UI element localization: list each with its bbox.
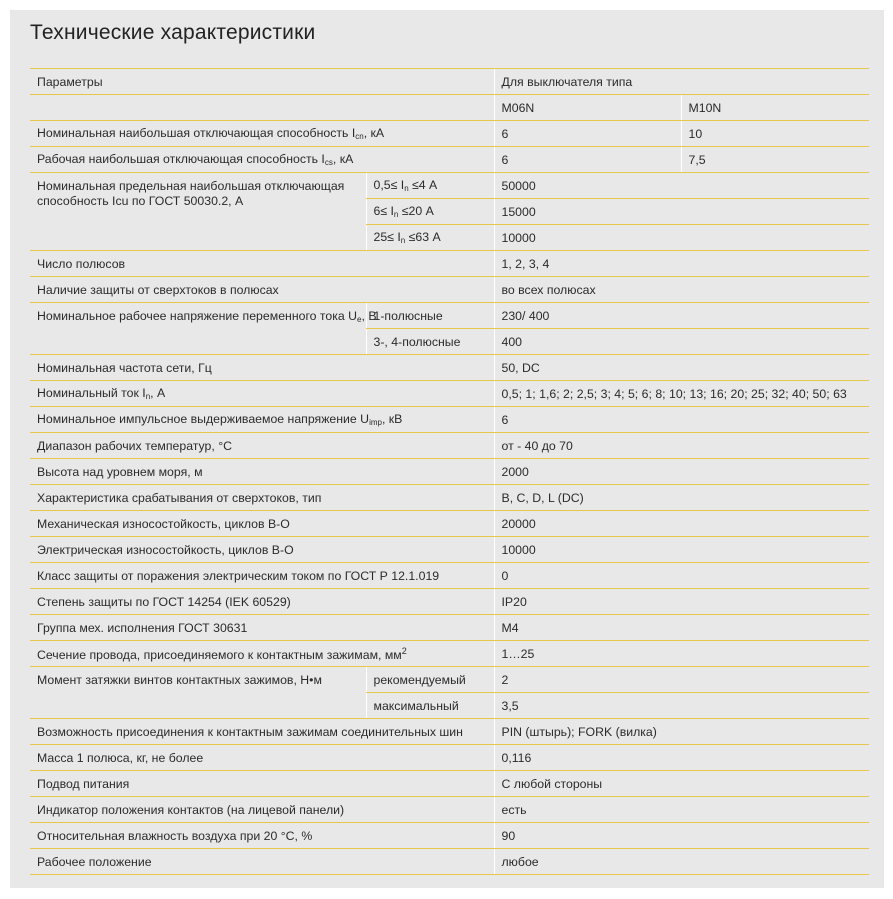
row-label: Механическая износостойкость, циклов В-О [30,511,494,537]
table-row [30,771,869,797]
row-label: Номинальный ток $I_n$, А [30,381,494,407]
table-row [30,147,869,173]
empty-cell [30,95,494,121]
table-row [30,355,869,381]
row-value: 0,116 [494,745,869,771]
row-label: Подвод питания [30,771,494,797]
row-value: 10 [681,121,869,147]
table-row [30,823,869,849]
table-row [30,745,869,771]
table-row [30,589,869,615]
row-value: 50, DC [494,355,869,381]
model-b-header: M10N [681,95,869,121]
table-row [30,303,869,329]
row-condition: 3-, 4-полюсные [366,329,494,355]
spec-card [10,10,884,888]
row-label: Рабочее положение [30,849,494,875]
table-row [30,641,869,667]
row-value: 7,5 [681,147,869,173]
row-value: во всех полюсах [494,277,869,303]
row-label: Электрическая износостойкость, циклов В-О [30,537,494,563]
table-row [30,173,869,199]
table-row [30,277,869,303]
row-label: Диапазон рабочих температур, °C [30,433,494,459]
row-value: 20000 [494,511,869,537]
table-row [30,511,869,537]
row-value: 6 [494,121,681,147]
row-condition: $25\le I_n \le 63$ А [366,225,494,251]
table-row [30,667,869,693]
row-value: 0 [494,563,869,589]
table-row [30,537,869,563]
row-label: Высота над уровнем моря, м [30,459,494,485]
table-row [30,381,869,407]
row-label: Возможность присоединения к контактным зажимам соединительных шин [30,719,494,745]
row-label: Группа мех. исполнения ГОСТ 30631 [30,615,494,641]
row-condition: $0,5\le I_n \le 4$ А [366,173,494,199]
row-condition: рекомендуемый [366,667,494,693]
row-value: от - 40 до 70 [494,433,869,459]
row-label: Момент затяжки винтов контактных зажимов, Н•м [30,667,366,719]
table-row [30,849,869,875]
row-label: Номинальное импульсное выдерживаемое напряжение $U_{imp}$, кВ [30,407,494,433]
table-row [30,719,869,745]
row-value: 6 [494,407,869,433]
page-title: Технические характеристики [30,21,316,44]
table-row [30,69,869,95]
row-label: Номинальная наибольшая отключающая способность $I_{cn}$, кА [30,121,494,147]
table-row [30,797,869,823]
table-row [30,251,869,277]
row-value: PIN (штырь); FORK (вилка) [494,719,869,745]
table-row [30,121,869,147]
row-label: Наличие защиты от сверхтоков в полюсах [30,277,494,303]
row-value: 6 [494,147,681,173]
row-label: Сечение провода, присоединяемого к контактным зажимам, $мм^2$ [30,641,494,667]
table-row [30,459,869,485]
row-value: IP20 [494,589,869,615]
table-row [30,95,869,121]
row-value: есть [494,797,869,823]
row-condition: $6\le I_n \le 20$ А [366,199,494,225]
table-row [30,433,869,459]
row-value: 90 [494,823,869,849]
table-row [30,407,869,433]
row-value: 50000 [494,173,869,199]
row-label: Степень защиты по ГОСТ 14254 (IEK 60529) [30,589,494,615]
row-label: Характеристика срабатывания от сверхтоков, тип [30,485,494,511]
row-label: Номинальная предельная наибольшая отключающая способность Icu по ГОСТ 50030.2, А [30,173,366,251]
row-condition: максимальный [366,693,494,719]
row-label: Номинальное рабочее напряжение переменного тока $U_e$, В [30,303,366,355]
row-label: Рабочая наибольшая отключающая способность $I_{cs}$, кА [30,147,494,173]
row-label: Число полюсов [30,251,494,277]
row-value: 2 [494,667,869,693]
switch-type-header: Для выключателя типа [494,69,869,95]
row-value: любое [494,849,869,875]
row-label: Относительная влажность воздуха при 20 °С, % [30,823,494,849]
params-header: Параметры [30,69,494,95]
row-value: 3,5 [494,693,869,719]
row-value: 1…25 [494,641,869,667]
table-row [30,615,869,641]
spec-table [30,68,869,875]
row-value: 15000 [494,199,869,225]
row-value: 10000 [494,537,869,563]
row-value: С любой стороны [494,771,869,797]
row-condition: 1-полюсные [366,303,494,329]
table-row [30,563,869,589]
row-value: 2000 [494,459,869,485]
row-label: Класс защиты от поражения электрическим током по ГОСТ Р 12.1.019 [30,563,494,589]
table-row [30,485,869,511]
row-value: 0,5; 1; 1,6; 2; 2,5; 3; 4; 5; 6; 8; 10; 13; 16; 20; 25; 32; 40; 50; 63 [494,381,869,407]
row-value: 10000 [494,225,869,251]
row-value: B, C, D, L (DC) [494,485,869,511]
model-a-header: M06N [494,95,681,121]
row-label: Индикатор положения контактов (на лицевой панели) [30,797,494,823]
row-label: Масса 1 полюса, кг, не более [30,745,494,771]
row-label: Номинальная частота сети, Гц [30,355,494,381]
row-value: 400 [494,329,869,355]
row-value: М4 [494,615,869,641]
row-value: 1, 2, 3, 4 [494,251,869,277]
row-value: 230/ 400 [494,303,869,329]
